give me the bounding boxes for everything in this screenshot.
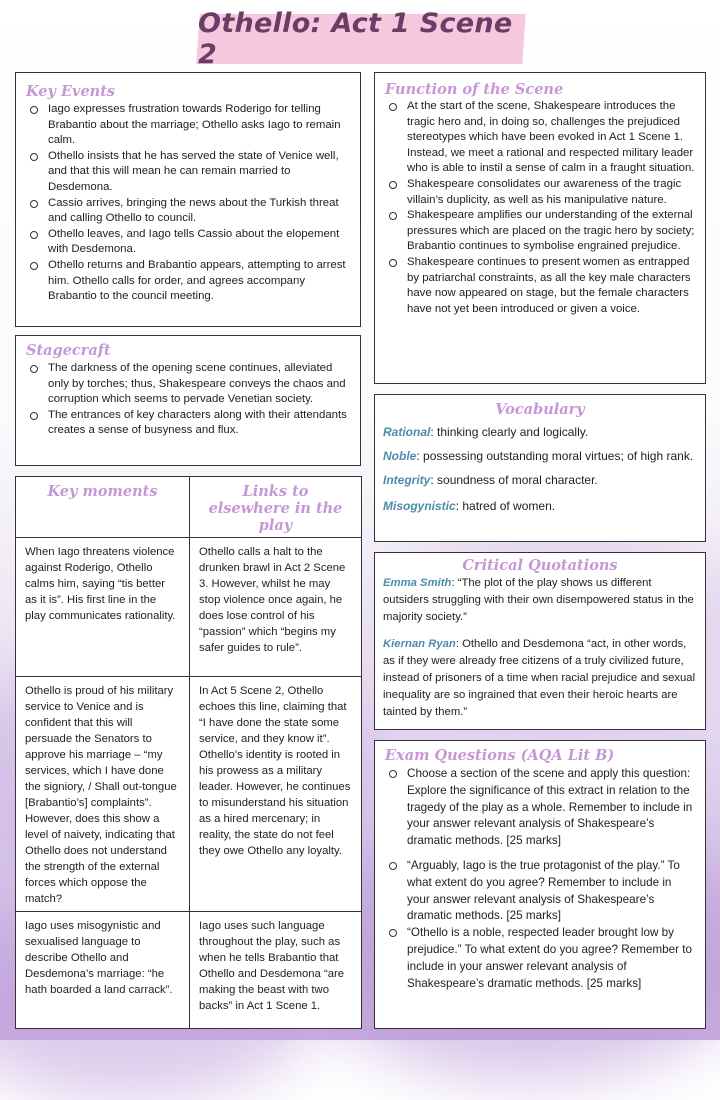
table-cell: When Iago threatens violence against Roderigo, Othello calms him, saying “tis better as it is”. His first line in the play communicates rationality.: [16, 538, 190, 677]
list-item: The entrances of key characters along with their attendants creates a sense of busyness and flux.: [26, 408, 350, 439]
exam-questions-panel: [374, 740, 706, 1029]
stagecraft-panel: [15, 335, 361, 466]
table-cell: Othello is proud of his military service to Venice and is confident that this will persuade the Senators to approve his marriage – “my services, which I have done the signiory, / Shall out-tongue [Brabantio’s] complaints”. However, does this show a level of naivety, indicating that Othello does not understand the strength of the external forces which oppose the match?: [16, 677, 190, 912]
exam-list: [385, 766, 697, 992]
list-item: Othello leaves, and Iago tells Cassio about the elopement with Desdemona.: [26, 227, 350, 258]
vocab-entry: Noble: possessing outstanding moral virtues; of high rank.: [383, 449, 694, 463]
list-item: Choose a section of the scene and apply this question: Explore the significance of this extract in relation to the tragedy of the play as a whole. Remember to include in your answer relevant analysis of Shakespeare’s dramatic methods. [25 marks]: [385, 766, 697, 850]
function-heading: Function of the Scene: [385, 81, 564, 98]
key-events-list: [26, 102, 350, 305]
list-item: Shakespeare amplifies our understanding of the external pressures which are placed on the tragic hero by society; Brabantio continues to symbolise engrained prejudice.: [385, 208, 697, 255]
exam-heading: Exam Questions (AQA Lit B): [385, 747, 615, 764]
list-item: Shakespeare consolidates our awareness of the tragic villain’s duplicity, as well as his manipulative nature.: [385, 177, 697, 208]
table-cell: Iago uses such language throughout the play, such as when he tells Brabantio that Othello and Desdemona “are making the beast with two backs” in Act 1 Scene 1.: [190, 912, 362, 1029]
list-item: Iago expresses frustration towards Roderigo for telling Brabantio about the marriage; Othello asks Iago to remain calm.: [26, 102, 350, 149]
links-header: Links to elsewhere in the play: [190, 477, 362, 538]
quotation: Kiernan Ryan: Othello and Desdemona “act, in other words, as if they were already free citizens of a truly civilized future, instead of prisoners of a time when racial prejudice and sexual inequality are so ingrained that even their heroic hearts are tainted by them.”: [383, 638, 696, 718]
table-cell: In Act 5 Scene 2, Othello echoes this line, claiming that “I have done the state some service, and they know it”. Othello’s identity is rooted in his prowess as a military leader. However, he continues to misunderstand his situation as a hired mercenary; in reality, the state do not feel they owe Othello any loyalty.: [190, 677, 362, 912]
list-item: “Arguably, Iago is the true protagonist of the play.” To what extent do you agree? Remember to include in your answer relevant analysis of Shakespeare’s dramatic methods. [25 marks]: [385, 858, 697, 925]
table-row: [16, 538, 362, 677]
key-moments-header: Key moments: [16, 477, 190, 538]
table-cell: Iago uses misogynistic and sexualised language to describe Othello and Desdemona’s marriage: “he hath boarded a land carrack”.: [16, 912, 190, 1029]
table-row: [16, 677, 362, 912]
list-item: At the start of the scene, Shakespeare introduces the tragic hero and, in doing so, challenges the prejudiced stereotypes which have been evoked in Act 1 Scene 1. Instead, we meet a rational and respected military leader who is able to instil a sense of calm in a fraught situation.: [385, 99, 697, 177]
stagecraft-list: [26, 361, 350, 439]
list-item: “Othello is a noble, respected leader brought low by prejudice.” To what extent do you agree? Remember to include in your answer relevant analysis of Shakespeare’s dramatic methods. [25 marks]: [385, 925, 697, 992]
vocabulary-heading: Vocabulary: [495, 401, 585, 418]
vocab-entry: Rational: thinking clearly and logically.: [383, 425, 589, 439]
key-events-panel: [15, 72, 361, 327]
list-item: Othello returns and Brabantio appears, attempting to arrest him. Othello calls for order, and agrees accompany Brabantio to the council meeting.: [26, 258, 350, 305]
vocabulary-panel: [374, 394, 706, 542]
quotations-heading: Critical Quotations: [462, 557, 618, 574]
list-item: Othello insists that he has served the state of Venice well, and that this will mean he can remain married to Desdemona.: [26, 149, 350, 196]
table-row: [16, 912, 362, 1029]
function-list: [385, 99, 697, 317]
key-moments-table: [15, 476, 361, 1029]
quotations-panel: [374, 552, 706, 730]
list-item: Cassio arrives, bringing the news about the Turkish threat and calling Othello to council.: [26, 196, 350, 227]
list-item: The darkness of the opening scene continues, alleviated only by torches; thus, Shakespeare conveys the chaos and corruption which seems to pervade Venetian society.: [26, 361, 350, 408]
stagecraft-heading: Stagecraft: [26, 342, 111, 359]
key-events-heading: Key Events: [26, 83, 116, 100]
vocab-entry: Misogynistic: hatred of women.: [383, 499, 556, 513]
function-panel: [374, 72, 706, 384]
page-title: Othello: Act 1 Scene 2: [198, 8, 513, 70]
list-item: Shakespeare continues to present women as entrapped by patriarchal constraints, as all the key male characters have now appeared on stage, but the female characters have not yet been introduced or given a voice.: [385, 255, 697, 317]
vocab-entry: Integrity: soundness of moral character.: [383, 473, 598, 487]
quotation: Emma Smith: “The plot of the play shows us different outsiders struggling with their own disempowered status in the majority society.”: [383, 577, 694, 623]
table-cell: Othello calls a halt to the drunken brawl in Act 2 Scene 3. However, whilst he may stop violence once again, he does lose control of his “passion” which “begins my safer guides to rule”.: [190, 538, 362, 677]
